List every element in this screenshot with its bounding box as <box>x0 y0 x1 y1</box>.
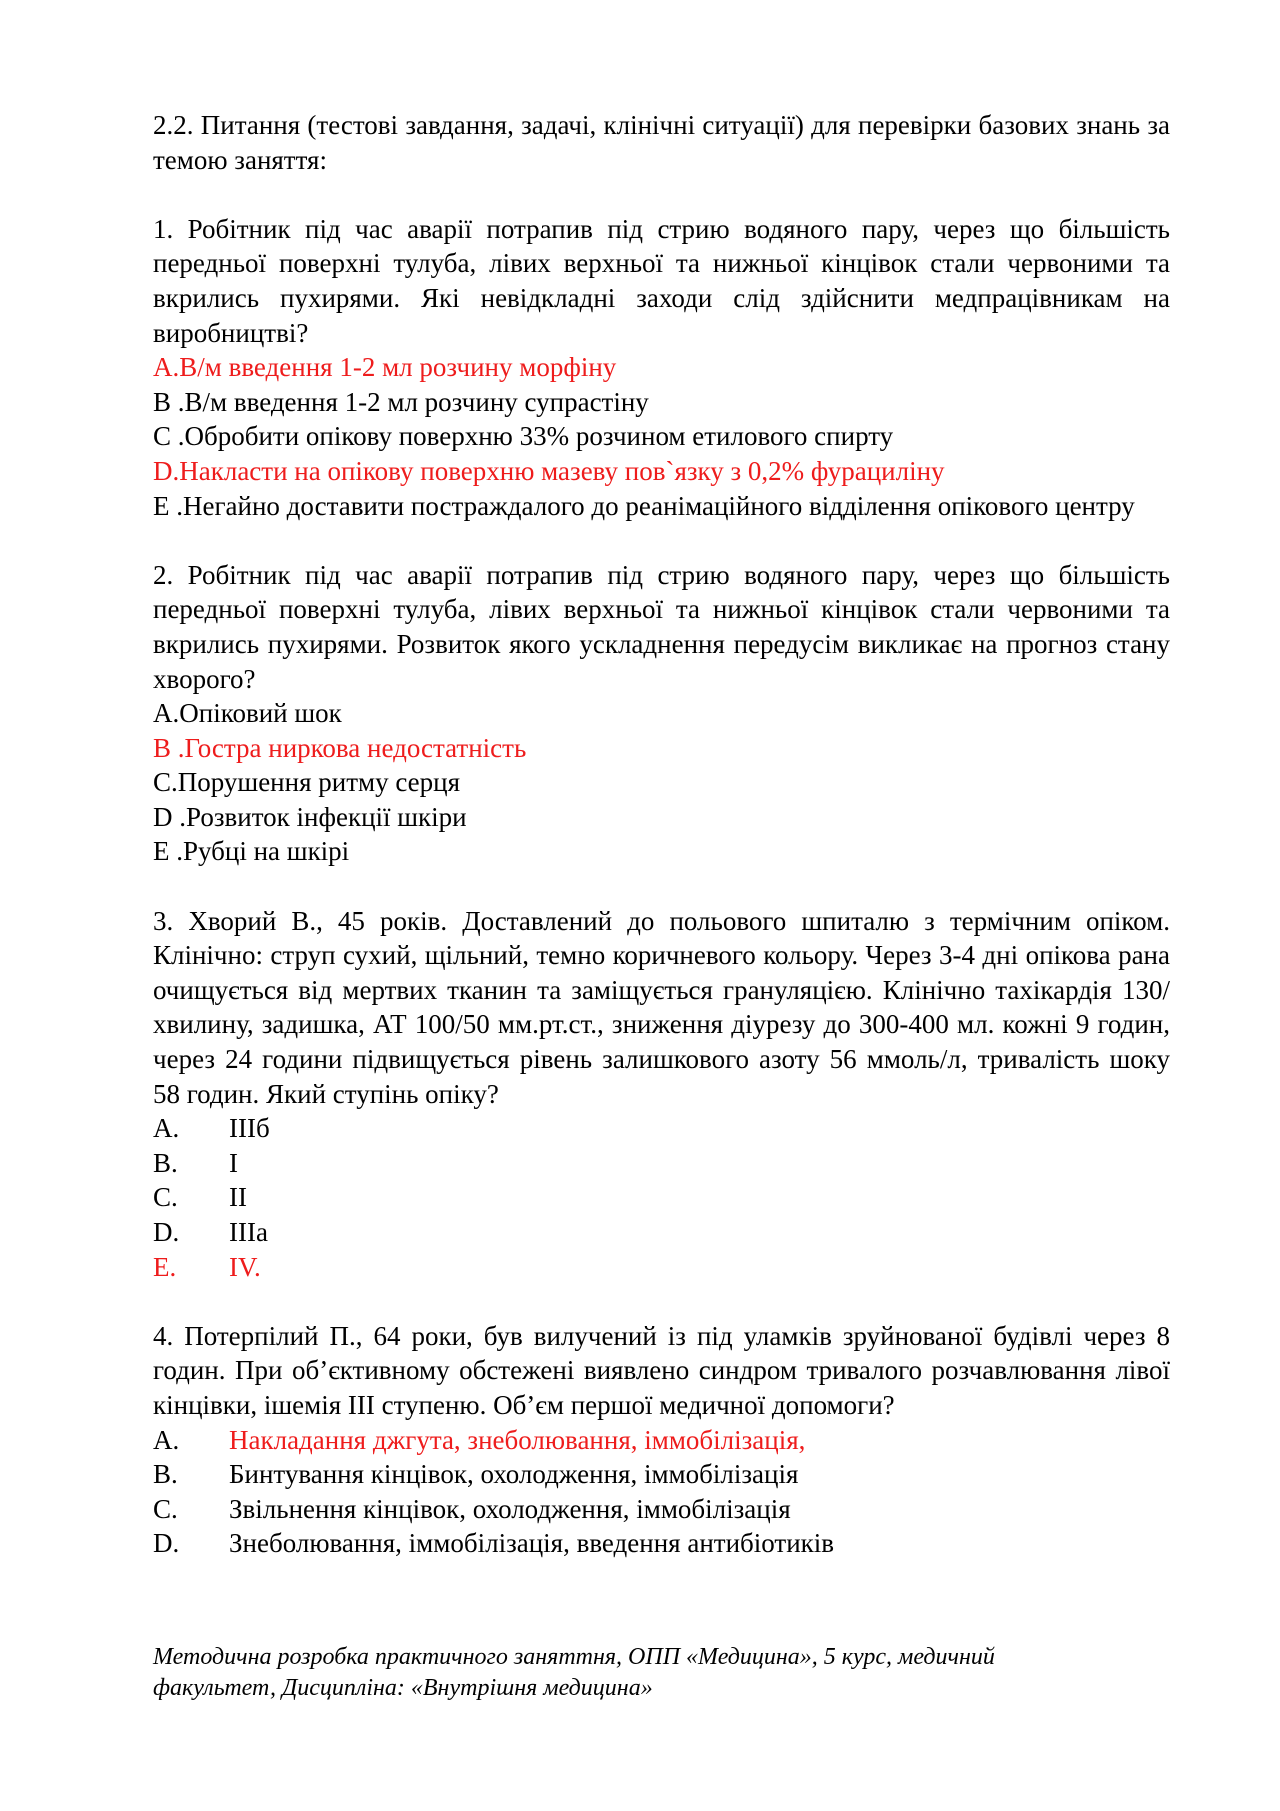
answer-option: D .Розвиток інфекції шкіри <box>153 801 467 832</box>
answer-option: E .Рубці на шкірі <box>153 836 350 867</box>
footer-line: факультет, Дисципліна: «Внутрішня медицина» <box>153 1675 653 1701</box>
option-text: II <box>229 1182 247 1213</box>
option-text: IIIб <box>229 1113 270 1144</box>
option-text: IV. <box>229 1251 261 1282</box>
question-text: 1. Робітник під час аварії потрапив під стрию водяного пару, через що більшість передньої поверхні тулуба, лівих верхньої та нижньої кінцівок стали червоними та вкрились пухирями. Які невідкладні заходи слід здійснити медпрацівникам на виробництві? <box>153 213 1170 348</box>
option-text: Звільнення кінцівок, охолодження, іммобілізація <box>229 1493 791 1524</box>
question-text: 4. Потерпілий П., 64 роки, був вилучений із під уламків зруйнованої будівлі через 8 годин. При об’єктивному обстежені виявлено синдром тривалого розчавлювання лівої кінцівки, ішемія III ступеню. Об’єм першої медичної допомоги? <box>153 1320 1170 1420</box>
section-intro: 2.2. Питання (тестові завдання, задачі, клінічні ситуації) для перевірки базових знань за темою заняття: <box>153 110 1170 175</box>
answer-option <box>153 1180 1170 1215</box>
answer-option <box>153 1423 1170 1458</box>
question-2 <box>153 558 1170 869</box>
footer-line: Методична розробка практичного заняттня, ОПП «Медицина», 5 курс, медичний <box>153 1644 995 1670</box>
option-letter: A. <box>153 1424 180 1455</box>
option-text: IIIа <box>229 1217 268 1247</box>
answer-option <box>153 1215 1170 1250</box>
option-letter: C. <box>153 1493 178 1524</box>
question-1 <box>153 212 1170 523</box>
answer-option <box>153 1111 1170 1146</box>
answer-option: E .Негайно доставити постраждалого до реанімаційного відділення опікового центру <box>153 490 1135 521</box>
answer-option <box>153 1526 1170 1561</box>
answer-option: A.Опіковий шок <box>153 698 342 729</box>
option-letter: B. <box>153 1459 178 1490</box>
option-letter: A. <box>153 1113 180 1144</box>
option-letter: D. <box>153 1217 180 1247</box>
question-text: 3. Хворий В., 45 років. Доставлений до польового шпиталю з термічним опіком. Клінічно: струп сухий, щільний, темно коричневого кольору. Через 3-4 дні опікова рана очищується від мертвих тканин та заміщується грануляцією. Клінічно тахікардія 130/хвилину, задишка, АТ 100/50 мм.рт.ст., зниження діурезу до 300-400 мл. кожні 9 годин, через 24 години підвищується рівень залишкового азоту 56 ммоль/л, тривалість шоку 58 годин. Який ступінь опіку? <box>153 905 1170 1109</box>
question-4 <box>153 1319 1170 1561</box>
answer-option <box>153 1146 1170 1181</box>
answer-option: B .Гостра ниркова недостатність <box>153 732 527 763</box>
option-text: Знеболювання, іммобілізація, введення антибіотиків <box>229 1528 835 1559</box>
question-3 <box>153 904 1170 1285</box>
option-text: Накладання джгута, знеболювання, іммобілізація, <box>229 1424 806 1455</box>
option-letter: B. <box>153 1147 178 1178</box>
option-letter: C. <box>153 1182 178 1213</box>
question-text: 2. Робітник під час аварії потрапив під стрию водяного пару, через що більшість передньої поверхні тулуба, лівих верхньої та нижньої кінцівок стали червоними та вкрились пухирями. Розвиток якого ускладнення передусім викликає на прогноз стану хворого? <box>153 559 1170 694</box>
option-letter: E. <box>153 1251 177 1282</box>
option-letter: D. <box>153 1528 180 1559</box>
answer-option: C .Обробити опікову поверхню 33% розчином етилового спирту <box>153 421 894 452</box>
answer-option: B .В/м введення 1-2 мл розчину супрастіну <box>153 386 649 417</box>
page-footer <box>153 1642 1170 1704</box>
option-text: I <box>229 1147 238 1178</box>
answer-option <box>153 1457 1170 1492</box>
answer-option <box>153 1492 1170 1527</box>
document-page <box>153 108 1170 1561</box>
answer-option <box>153 1250 1170 1285</box>
answer-option: A.В/м введення 1-2 мл розчину морфіну <box>153 352 617 383</box>
option-text: Бинтування кінцівок, охолодження, іммобілізація <box>229 1459 799 1490</box>
answer-option: D.Накласти на опікову поверхню мазеву пов`язку з 0,2% фурациліну <box>153 455 945 486</box>
answer-option: C.Порушення ритму серця <box>153 767 460 798</box>
